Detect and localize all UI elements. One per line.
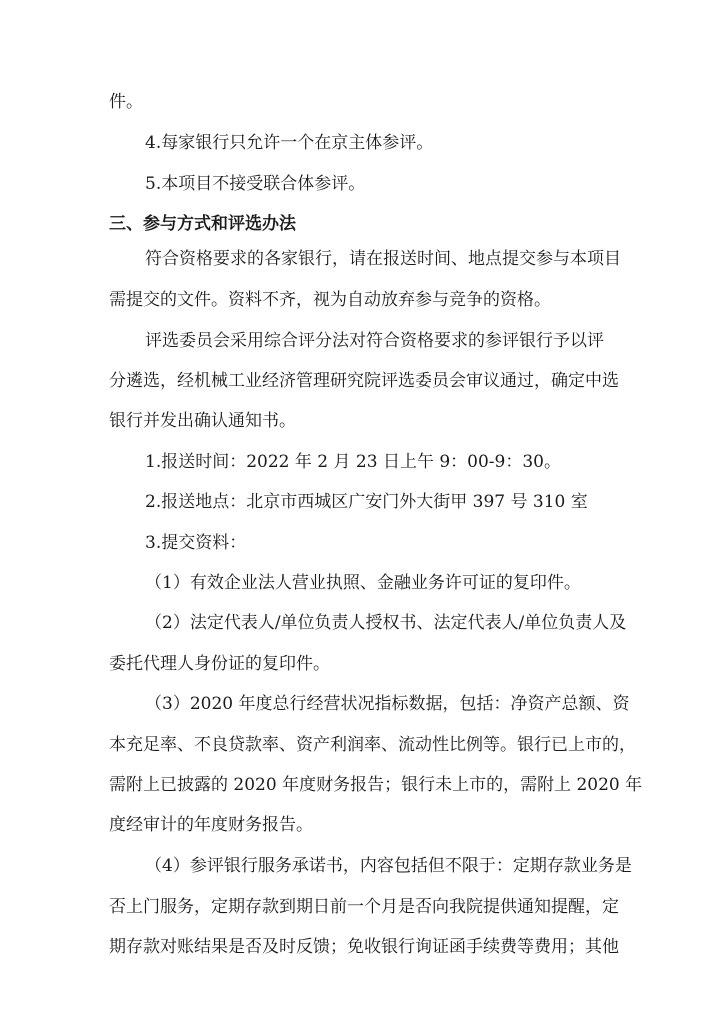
material-item-3: （3）2020 年度总行经营状况指标数据，包括：净资产总额、资: [145, 694, 630, 714]
submission-location: 2.报送地点：北京市西城区广安门外大街甲 397 号 310 室: [145, 492, 588, 512]
paragraph-line: 需提交的文件。资料不齐，视为自动放弃参与竞争的资格。: [109, 290, 551, 310]
paragraph-line: 评选委员会采用综合评分法对符合资格要求的参评银行予以评: [145, 331, 604, 351]
material-item-4: （4）参评银行服务承诺书，内容包括但不限于：定期存款业务是: [145, 856, 632, 876]
submission-time: 1.报送时间：2022 年 2 月 23 日上午 9：00-9：30。: [145, 452, 561, 472]
text-line-continuation: 件。: [109, 92, 143, 112]
list-item-4: 4.每家银行只允许一个在京主体参评。: [145, 133, 434, 153]
material-item-2-continuation: 委托代理人身份证的复印件。: [109, 654, 330, 674]
material-item-3-continuation: 本充足率、不良贷款率、资产利润率、流动性比例等。银行已上市的，: [109, 735, 636, 755]
submission-materials-heading: 3.提交资料：: [145, 533, 247, 553]
paragraph-line: 分遴选，经机械工业经济管理研究院评选委员会审议通过，确定中选: [109, 371, 619, 391]
material-item-3-continuation: 度经审计的年度财务报告。: [109, 815, 313, 835]
material-item-4-continuation: 否上门服务，定期存款到期日前一个月是否向我院提供通知提醒，定: [109, 897, 619, 917]
paragraph-line: 银行并发出确认通知书。: [109, 411, 296, 431]
section-heading: 三、参与方式和评选办法: [109, 214, 296, 234]
paragraph-line: 符合资格要求的各家银行，请在报送时间、地点提交参与本项目: [145, 249, 621, 269]
list-item-5: 5.本项目不接受联合体参评。: [145, 174, 366, 194]
material-item-3-continuation: 需附上已披露的 2020 年度财务报告；银行未上市的，需附上 2020 年: [109, 775, 643, 795]
material-item-4-continuation: 期存款对账结果是否及时反馈；免收银行询证函手续费等费用；其他: [109, 937, 619, 957]
material-item-2: （2）法定代表人/单位负责人授权书、法定代表人/单位负责人及: [145, 613, 627, 633]
material-item-1: （1）有效企业法人营业执照、金融业务许可证的复印件。: [145, 573, 581, 593]
